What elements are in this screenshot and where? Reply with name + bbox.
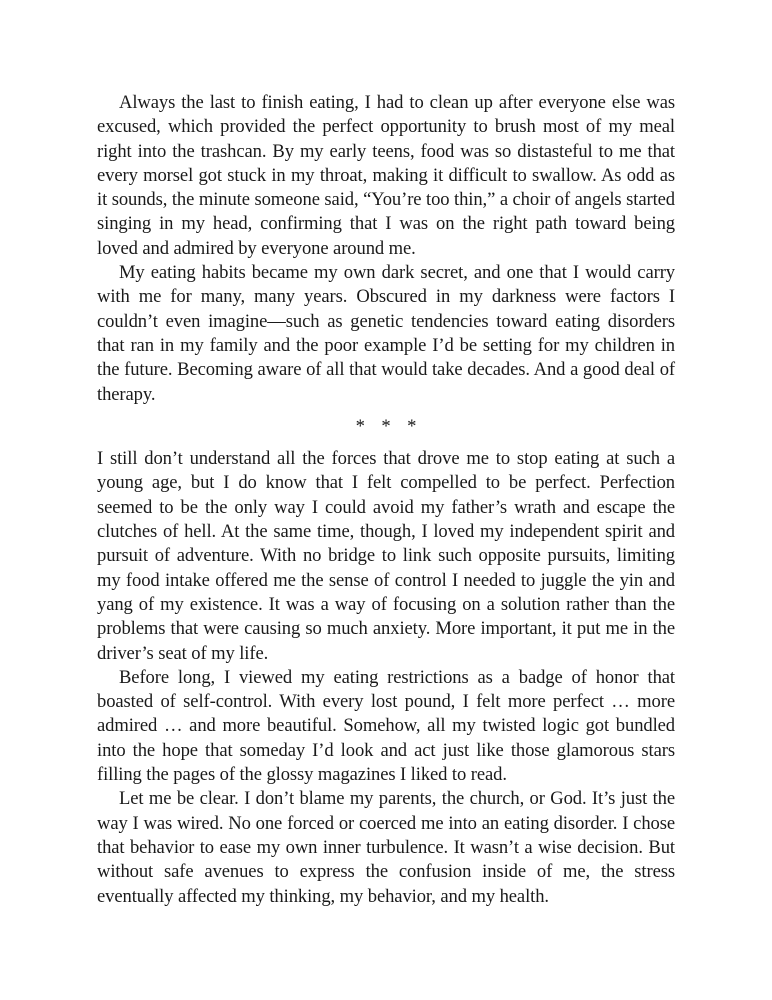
paragraph: Always the last to finish eating, I had to clean up after everyone else was excused, which provided the perfect opportunity to brush most of my meal right into the trashcan. By my early teens, food was so distasteful to me that every morsel got stuck in my throat, making it difficult to swallow. As odd as it sounds, the minute someone said, “You’re too thin,” a choir of angels started singing in my head, confirming that I was on the right path toward being loved and admired by everyone around me. — [97, 92, 675, 259]
paragraph: I still don’t understand all the forces that drove me to stop eating at such a young age, but I do know that I felt compelled to be perfect. Perfection seemed to be the only way I could avoid my father’s wrath and escape the clutches of hell. At the same time, though, I loved my independent spirit and pursuit of adventure. With no bridge to link such opposite pursuits, limiting my food intake offered me the sense of control I needed to juggle the yin and yang of my existence. It was a way of focusing on a solution rather than the problems that were causing so much anxiety. More important, it put me in the driver’s seat of my life. — [97, 448, 675, 664]
book-page — [97, 91, 675, 909]
paragraph: Let me be clear. I don’t blame my parents, the church, or God. It’s just the way I was wired. No one forced or coerced me into an eating disorder. I chose that behavior to ease my own inner turbulence. It wasn’t a wise decision. But without safe avenues to express the confusion inside of me, the stress eventually affected my thinking, my behavior, and my health. — [97, 788, 675, 907]
section-divider: * * * — [355, 415, 417, 437]
paragraph: Before long, I viewed my eating restrictions as a badge of honor that boasted of self-control. With every lost pound, I felt more perfect … more admired … and more beautiful. Somehow, all my twisted logic got bundled into the hope that someday I’d look and act just like those glamorous stars filling the pages of the glossy magazines I liked to read. — [97, 666, 675, 786]
paragraph: My eating habits became my own dark secret, and one that I would carry with me for many, many years. Obscured in my darkness were factors I couldn’t even imagine—such as genetic tendencies toward eating disorders that ran in my family and the poor example I’d be setting for my children in the future. Becoming aware of all that would take decades. And a good deal of therapy. — [97, 262, 675, 405]
